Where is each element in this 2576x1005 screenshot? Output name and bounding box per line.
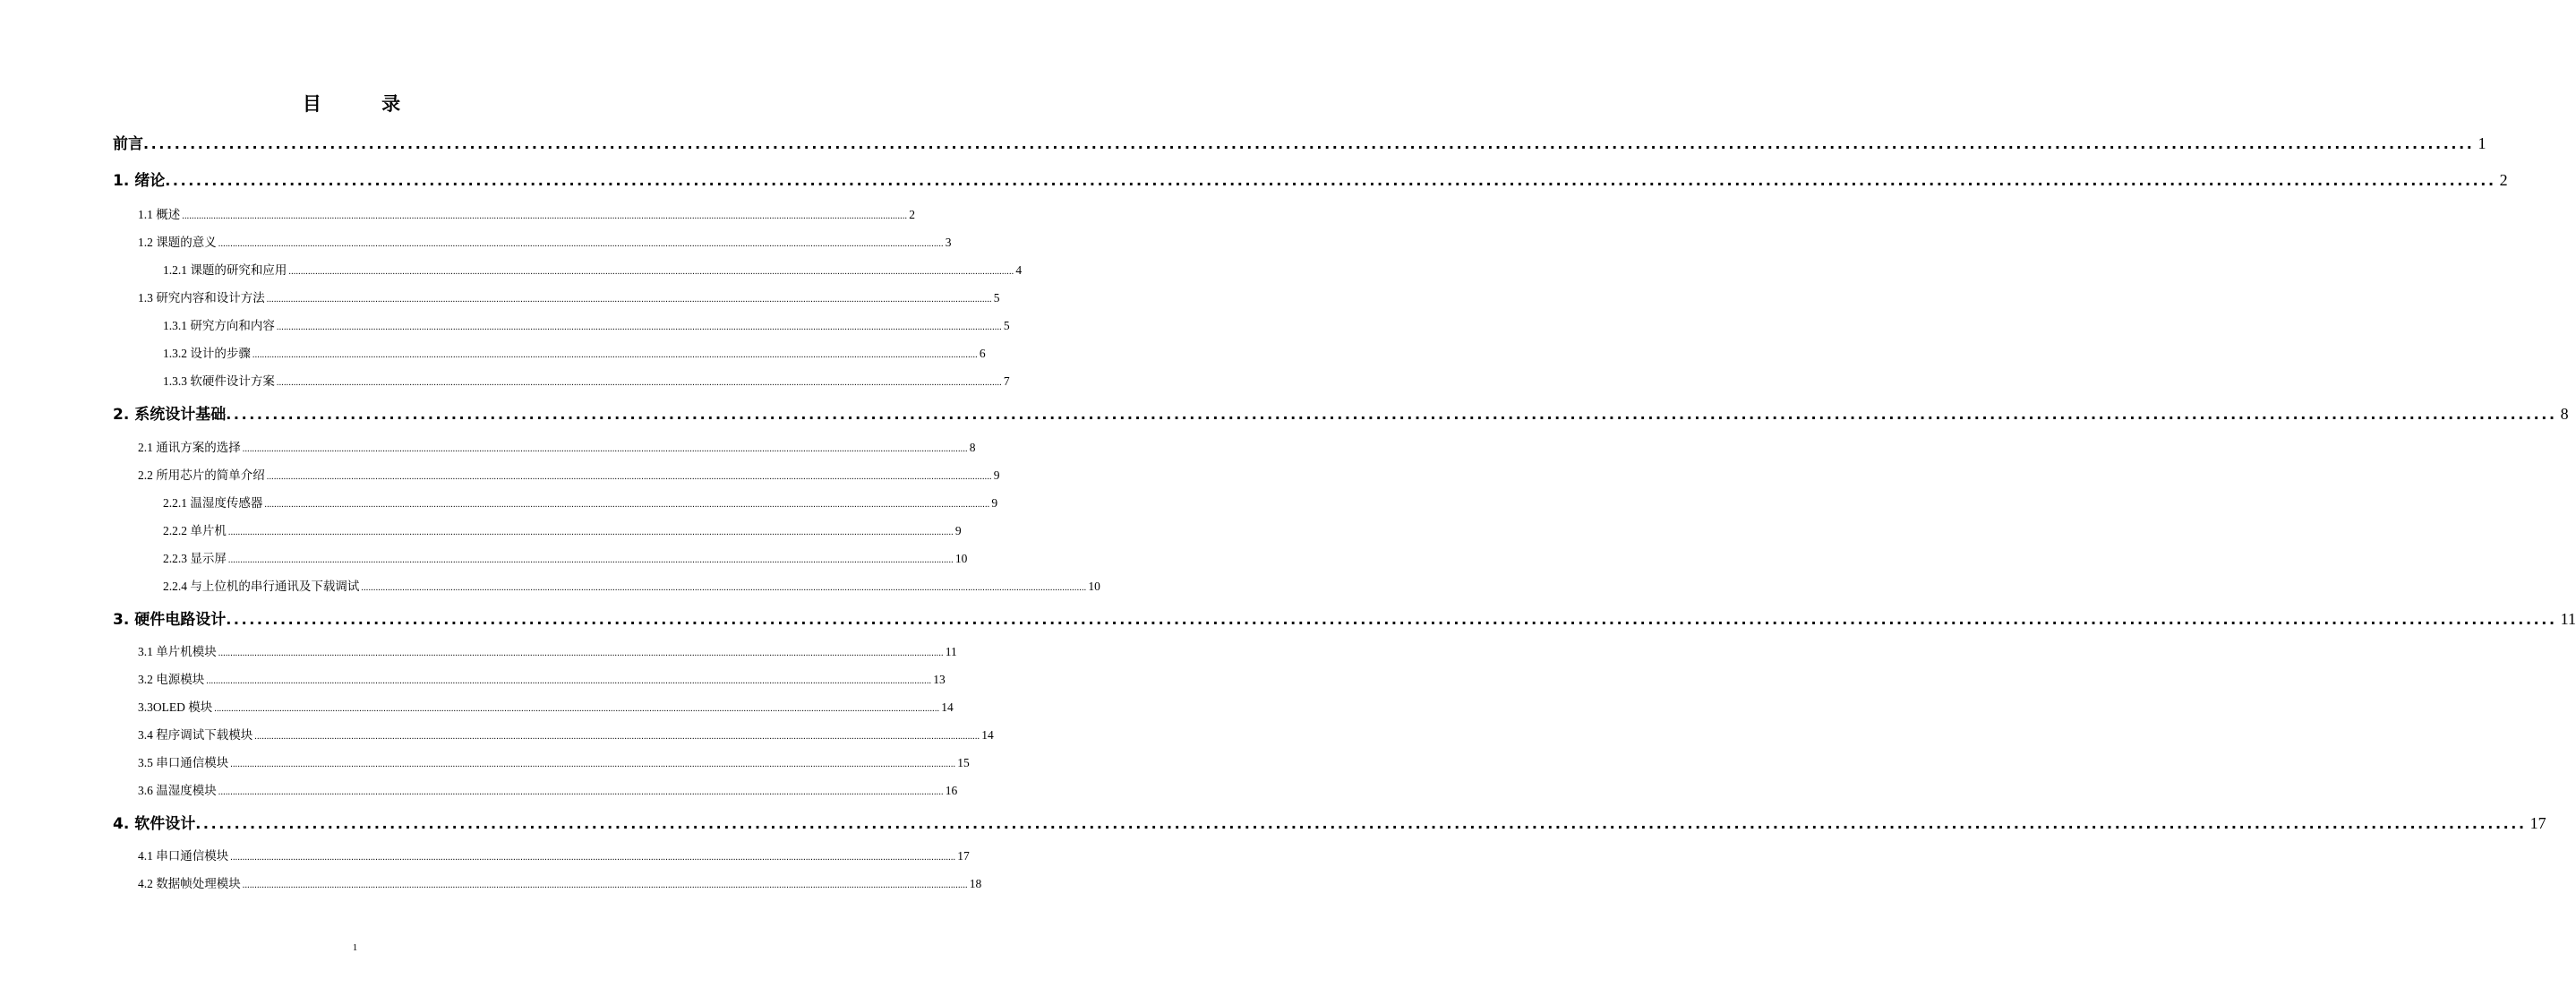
toc-entry-page: 14	[981, 728, 994, 742]
toc-entry-4-2[interactable]	[138, 873, 982, 890]
toc-entry-page: 1	[2478, 134, 2486, 152]
toc-entry-text: 3.3OLED 模块	[138, 700, 213, 714]
toc-entry-text: 2.1 通讯方案的选择	[138, 441, 241, 454]
toc-entry-page: 11	[945, 645, 957, 658]
toc-entry-1-1[interactable]	[138, 204, 915, 221]
toc-entry-chapter-2[interactable]	[113, 401, 2569, 424]
toc-leader-dots: ............................................................................................................................................................................................................................................................................................................	[266, 472, 992, 482]
toc-entry-chapter-4[interactable]	[113, 811, 2546, 833]
toc-entry-page: 5	[993, 291, 1000, 305]
toc-entry-text: 1. 绪论	[113, 172, 166, 190]
page-number: 1	[352, 942, 358, 953]
toc-entry-3-6[interactable]	[138, 780, 958, 797]
toc-leader-dots: ............................................................................................................................................................................................................................................................................................................	[276, 378, 1002, 388]
toc-leader-dots: ............................................................................................................................................................................................................................................................................................................	[206, 676, 932, 686]
toc-entry-page: 8	[2560, 405, 2569, 423]
toc-entry-text: 4.2 数据帧处理模块	[138, 877, 241, 890]
toc-entry-page: 17	[957, 849, 970, 863]
toc-entry-2-1[interactable]	[138, 437, 976, 454]
toc-entry-page: 9	[993, 468, 1000, 482]
toc-leader-dots: ............................................................................................................................................................................................................................................................................................................	[182, 211, 908, 221]
toc-entry-text: 2. 系统设计基础	[113, 406, 227, 424]
toc-entry-page: 17	[2529, 814, 2546, 832]
toc-entry-text: 3. 硬件电路设计	[113, 611, 227, 629]
toc-leader-dots: ............................................................................................................................................................................................................................................................................................................	[218, 649, 944, 658]
toc-entry-text: 3.4 程序调试下载模块	[138, 728, 253, 742]
toc-entry-text: 2.2.3 显示屏	[163, 552, 227, 565]
toc-entry-page: 14	[941, 700, 954, 714]
toc-entry-page: 7	[1003, 374, 1010, 388]
toc-entry-3-2[interactable]	[138, 669, 946, 686]
toc-entry-text: 4.1 串口通信模块	[138, 849, 229, 863]
toc-leader-dots: ............................................................................................................................................................................................................................................................................................................	[218, 239, 944, 249]
toc-entry-text: 1.3.2 设计的步骤	[163, 347, 251, 360]
toc-entry-page: 5	[1003, 319, 1010, 332]
toc-entry-1-2[interactable]	[138, 232, 952, 249]
toc-leader-dots: ............................................................................................................................................................................................................................................................................................................	[288, 267, 1014, 277]
toc-leader-dots: ............................................................................................................................................................................................................................................................................................................	[276, 322, 1002, 332]
toc-entry-text: 1.2 课题的意义	[138, 236, 217, 249]
toc-entry-chapter-3[interactable]	[113, 606, 2576, 629]
toc-entry-text: 3.5 串口通信模块	[138, 756, 229, 769]
toc-entry-2-2-3[interactable]	[163, 548, 968, 565]
toc-leader-dots: ............................................................................................................................................................................................................................................................................................................	[218, 787, 944, 797]
toc-entry-page: 13	[933, 673, 946, 686]
toc-leader-dots: ............................................................................................................................................................................................................................................................................................................	[361, 583, 1087, 593]
toc-entry-text: 3.2 电源模块	[138, 673, 205, 686]
toc-entry-text: 1.3.1 研究方向和内容	[163, 319, 275, 332]
toc-entry-page: 18	[969, 877, 982, 890]
toc-entry-1-2-1[interactable]	[163, 260, 1023, 277]
toc-leader-dots: ............................................................................................................................................................................................................................................................................................................	[214, 704, 940, 714]
toc-entry-page: 2	[909, 208, 915, 221]
toc-entry-page: 6	[979, 347, 986, 360]
toc-entry-3-5[interactable]	[138, 752, 970, 769]
toc-entry-text: 2.2.4 与上位机的串行通讯及下载调试	[163, 580, 360, 593]
toc-entry-text: 4. 软件设计	[113, 815, 196, 833]
toc-entry-4-1[interactable]	[138, 846, 970, 863]
toc-entry-page: 4	[1015, 263, 1023, 277]
toc-leader-dots: ............................................................................................................................................................................................................................................................................................................	[227, 528, 954, 537]
toc-entry-page: 2	[2499, 171, 2508, 189]
toc-leader-dots: ............................................................................................................................................................................................................................................................................................................	[226, 611, 2557, 628]
toc-entry-1-3-3[interactable]	[163, 371, 1010, 388]
toc-entry-2-2-4[interactable]	[163, 576, 1100, 593]
toc-leader-dots: ............................................................................................................................................................................................................................................................................................................	[227, 555, 954, 565]
toc-leader-dots: ............................................................................................................................................................................................................................................................................................................	[195, 815, 2527, 832]
toc-leader-dots: ............................................................................................................................................................................................................................................................................................................	[143, 135, 2475, 152]
toc-entry-text: 3.6 温湿度模块	[138, 784, 217, 797]
toc-entry-page: 9	[991, 496, 998, 510]
toc-leader-dots: ............................................................................................................................................................................................................................................................................................................	[230, 760, 956, 769]
toc-entry-page: 9	[954, 524, 962, 537]
toc-entry-text: 3.1 单片机模块	[138, 645, 217, 658]
toc-entry-page: 16	[945, 784, 958, 797]
toc-entry-2-2[interactable]	[138, 465, 1000, 482]
toc-entry-3-1[interactable]	[138, 641, 957, 658]
toc-entry-text: 1.3 研究内容和设计方法	[138, 291, 265, 305]
toc-entry-text: 1.1 概述	[138, 208, 181, 221]
toc-entry-page: 3	[945, 236, 952, 249]
toc-leader-dots: ............................................................................................................................................................................................................................................................................................................	[230, 853, 956, 863]
toc-entry-text: 2.2.1 温湿度传感器	[163, 496, 263, 510]
toc-entry-text: 1.2.1 课题的研究和应用	[163, 263, 287, 277]
toc-leader-dots: ............................................................................................................................................................................................................................................................................................................	[242, 880, 968, 890]
toc-entry-page: 10	[1088, 580, 1100, 593]
toc-title: 目 录	[302, 93, 428, 115]
toc-entry-chapter-1[interactable]	[113, 168, 2508, 190]
toc-leader-dots: ............................................................................................................................................................................................................................................................................................................	[165, 172, 2496, 189]
toc-entry-1-3-1[interactable]	[163, 315, 1010, 332]
toc-leader-dots: ............................................................................................................................................................................................................................................................................................................	[254, 732, 980, 742]
toc-leader-dots: ............................................................................................................................................................................................................................................................................................................	[242, 444, 968, 454]
toc-leader-dots: ............................................................................................................................................................................................................................................................................................................	[226, 406, 2557, 423]
toc-entry-text: 1.3.3 软硬件设计方案	[163, 374, 275, 388]
toc-entry-3-4[interactable]	[138, 725, 994, 742]
toc-entry-preface[interactable]	[113, 131, 2486, 153]
toc-entry-page: 11	[2560, 610, 2576, 628]
toc-leader-dots: ............................................................................................................................................................................................................................................................................................................	[264, 500, 990, 510]
toc-entry-text: 前言	[113, 135, 143, 153]
toc-entry-text: 2.2.2 单片机	[163, 524, 227, 537]
toc-entry-3-3[interactable]	[138, 697, 954, 714]
toc-entry-page: 10	[954, 552, 968, 565]
toc-leader-dots: ............................................................................................................................................................................................................................................................................................................	[266, 295, 992, 305]
toc-entry-2-2-2[interactable]	[163, 520, 962, 537]
toc-entry-1-3[interactable]	[138, 288, 1000, 305]
toc-entry-1-3-2[interactable]	[163, 343, 986, 360]
toc-leader-dots: ............................................................................................................................................................................................................................................................................................................	[252, 350, 978, 360]
toc-entry-page: 15	[957, 756, 970, 769]
toc-entry-text: 2.2 所用芯片的简单介绍	[138, 468, 265, 482]
toc-entry-2-2-1[interactable]	[163, 493, 998, 510]
toc-entry-page: 8	[969, 441, 976, 454]
